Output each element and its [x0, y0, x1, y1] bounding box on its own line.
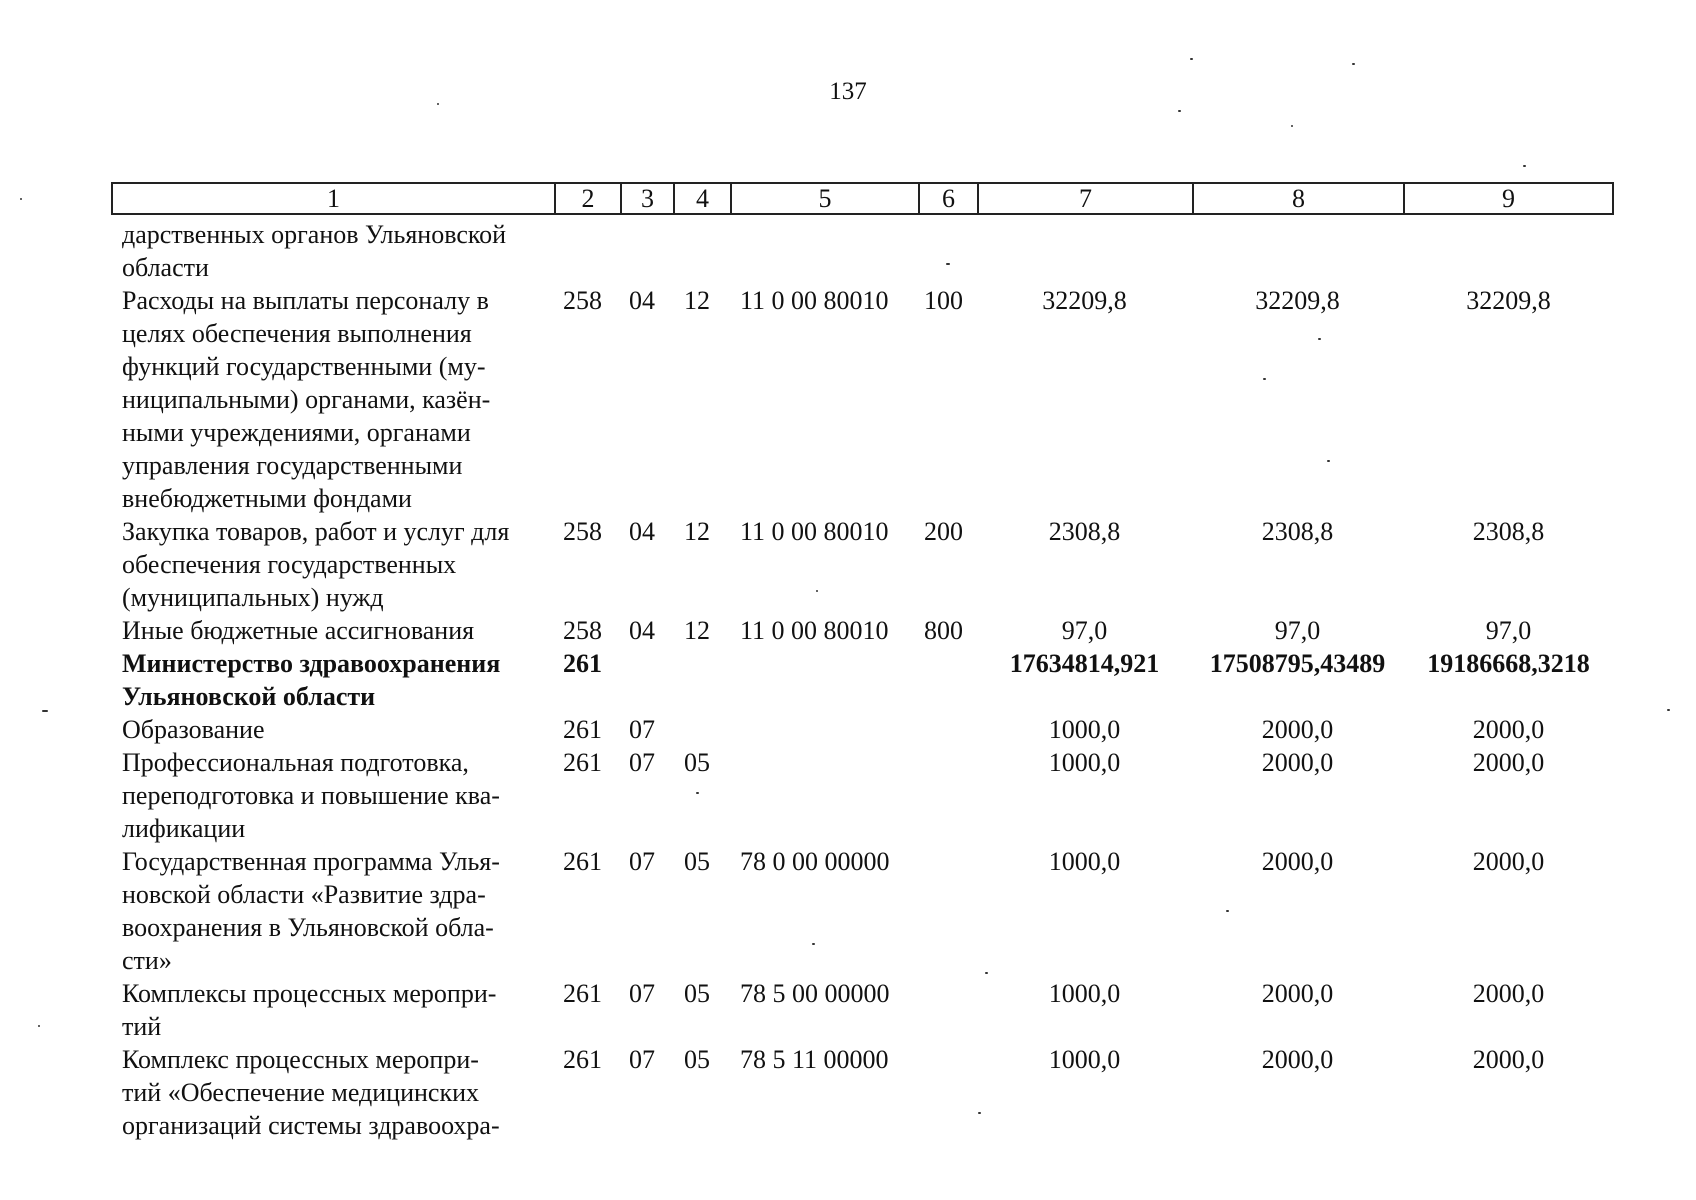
description-line: обеспечения государственных: [122, 550, 457, 579]
scan-speck: [985, 972, 988, 974]
row-6-col-8: 2000,0: [1261, 715, 1334, 744]
row-10-col-3: 07: [629, 1045, 655, 1074]
row-5-col-8: 17508795,43489: [1209, 649, 1386, 678]
column-header-4: 4: [673, 182, 730, 215]
row-3-col-3: 04: [629, 517, 655, 546]
scan-speck: [1352, 63, 1355, 65]
row-8-col-2: 261: [563, 847, 602, 876]
description-line: внебюджетными фондами: [122, 484, 412, 513]
row-6-col-2: 261: [563, 715, 602, 744]
row-10-col-8: 2000,0: [1261, 1045, 1334, 1074]
row-7-col-7: 1000,0: [1048, 748, 1121, 777]
description-line: Ульяновской области: [122, 682, 376, 711]
row-9-col-5: 78 5 00 00000: [740, 979, 890, 1008]
column-header-3: 3: [620, 182, 673, 215]
row-7-description: [122, 746, 545, 845]
scan-speck: [1178, 110, 1181, 112]
row-4-col-3: 04: [629, 616, 655, 645]
column-header-6: 6: [918, 182, 977, 215]
row-2-description: [122, 284, 545, 515]
scan-speck: [38, 1025, 40, 1027]
scan-speck: [1190, 58, 1193, 60]
row-7-col-3: 07: [629, 748, 655, 777]
row-8-description: [122, 845, 545, 977]
row-3-col-2: 258: [563, 517, 602, 546]
scan-speck: [946, 263, 950, 265]
description-line: Расходы на выплаты персоналу в: [122, 286, 489, 315]
row-5-col-9: 19186668,3218: [1427, 649, 1590, 678]
row-2-col-4: 12: [684, 286, 710, 315]
row-3-col-9: 2308,8: [1472, 517, 1545, 546]
row-2-col-9: 32209,8: [1466, 286, 1551, 315]
scan-speck: [816, 590, 818, 592]
row-7-col-9: 2000,0: [1472, 748, 1545, 777]
column-header-9: 9: [1403, 182, 1614, 215]
row-10-col-4: 05: [684, 1045, 710, 1074]
column-header-5: 5: [730, 182, 918, 215]
row-9-col-9: 2000,0: [1472, 979, 1545, 1008]
row-3-col-8: 2308,8: [1261, 517, 1334, 546]
row-1-description: [122, 218, 545, 284]
row-9-description: [122, 977, 545, 1043]
row-4-col-4: 12: [684, 616, 710, 645]
description-line: целях обеспечения выполнения: [122, 319, 472, 348]
description-line: воохранения в Ульяновской обла-: [122, 913, 494, 942]
row-4-col-5: 11 0 00 80010: [740, 616, 889, 645]
scan-speck: [42, 710, 48, 712]
description-line: ниципальными) органами, казён-: [122, 385, 491, 414]
row-4-col-6: 800: [924, 616, 963, 645]
description-line: Министерство здравоохранения: [122, 649, 501, 678]
description-line: переподготовка и повышение ква-: [122, 781, 500, 810]
row-7-col-2: 261: [563, 748, 602, 777]
row-4-col-2: 258: [563, 616, 602, 645]
row-8-col-9: 2000,0: [1472, 847, 1545, 876]
column-header-1: 1: [111, 182, 554, 215]
row-3-col-6: 200: [924, 517, 963, 546]
row-2-col-5: 11 0 00 80010: [740, 286, 889, 315]
row-8-col-5: 78 0 00 00000: [740, 847, 890, 876]
row-8-col-3: 07: [629, 847, 655, 876]
scan-speck: [978, 1112, 981, 1114]
description-line: ными учреждениями, органами: [122, 418, 471, 447]
page-number: 137: [829, 78, 867, 105]
row-4-description: [122, 614, 545, 647]
row-10-col-7: 1000,0: [1048, 1045, 1121, 1074]
row-8-col-4: 05: [684, 847, 710, 876]
scan-speck: [1667, 709, 1670, 711]
row-7-col-4: 05: [684, 748, 710, 777]
description-line: (муниципальных) нужд: [122, 583, 384, 612]
row-8-col-7: 1000,0: [1048, 847, 1121, 876]
scan-speck: [812, 943, 815, 945]
description-line: Комплекс процессных меропри-: [122, 1045, 479, 1074]
row-9-col-4: 05: [684, 979, 710, 1008]
scan-speck: [1291, 125, 1293, 127]
column-header-7: 7: [977, 182, 1192, 215]
column-header-2: 2: [554, 182, 620, 215]
scan-speck: [437, 103, 439, 105]
row-3-col-5: 11 0 00 80010: [740, 517, 889, 546]
description-line: новской области «Развитие здра-: [122, 880, 486, 909]
column-header-8: 8: [1192, 182, 1403, 215]
description-line: Государственная программа Улья-: [122, 847, 500, 876]
description-line: области: [122, 253, 209, 282]
description-line: тий «Обеспечение медицинских: [122, 1078, 479, 1107]
row-5-col-2: 261: [563, 649, 602, 678]
scan-speck: [1523, 165, 1526, 167]
scan-speck: [20, 198, 22, 200]
row-3-col-7: 2308,8: [1048, 517, 1121, 546]
scan-speck: [1263, 378, 1266, 380]
row-3-description: [122, 515, 545, 614]
description-line: Комплексы процессных меропри-: [122, 979, 497, 1008]
row-9-col-3: 07: [629, 979, 655, 1008]
description-line: лификации: [122, 814, 246, 843]
row-5-col-7: 17634814,921: [1009, 649, 1160, 678]
row-9-col-8: 2000,0: [1261, 979, 1334, 1008]
description-line: Закупка товаров, работ и услуг для: [122, 517, 510, 546]
row-10-description: [122, 1043, 545, 1142]
row-7-col-8: 2000,0: [1261, 748, 1334, 777]
row-8-col-8: 2000,0: [1261, 847, 1334, 876]
scan-speck: [696, 792, 699, 794]
row-2-col-6: 100: [924, 286, 963, 315]
description-line: сти»: [122, 946, 172, 975]
row-10-col-5: 78 5 11 00000: [740, 1045, 889, 1074]
row-6-col-3: 07: [629, 715, 655, 744]
description-line: тий: [122, 1012, 162, 1041]
description-line: дарственных органов Ульяновской: [122, 220, 507, 249]
scan-speck: [1318, 338, 1321, 340]
row-10-col-9: 2000,0: [1472, 1045, 1545, 1074]
description-line: Образование: [122, 715, 265, 744]
description-line: Иные бюджетные ассигнования: [122, 616, 475, 645]
description-line: управления государственными: [122, 451, 463, 480]
row-5-description: [122, 647, 545, 713]
row-6-col-9: 2000,0: [1472, 715, 1545, 744]
description-line: Профессиональная подготовка,: [122, 748, 469, 777]
scan-speck: [1226, 910, 1229, 912]
row-2-col-7: 32209,8: [1042, 286, 1127, 315]
description-line: функций государственными (му-: [122, 352, 486, 381]
row-2-col-3: 04: [629, 286, 655, 315]
row-4-col-8: 97,0: [1274, 616, 1321, 645]
row-4-col-9: 97,0: [1485, 616, 1532, 645]
row-4-col-7: 97,0: [1061, 616, 1108, 645]
row-9-col-2: 261: [563, 979, 602, 1008]
row-9-col-7: 1000,0: [1048, 979, 1121, 1008]
row-6-col-7: 1000,0: [1048, 715, 1121, 744]
row-3-col-4: 12: [684, 517, 710, 546]
row-10-col-2: 261: [563, 1045, 602, 1074]
row-2-col-8: 32209,8: [1255, 286, 1340, 315]
scan-speck: [1327, 460, 1330, 462]
row-6-description: [122, 713, 545, 746]
row-2-col-2: 258: [563, 286, 602, 315]
description-line: организаций системы здравоохра-: [122, 1111, 500, 1140]
